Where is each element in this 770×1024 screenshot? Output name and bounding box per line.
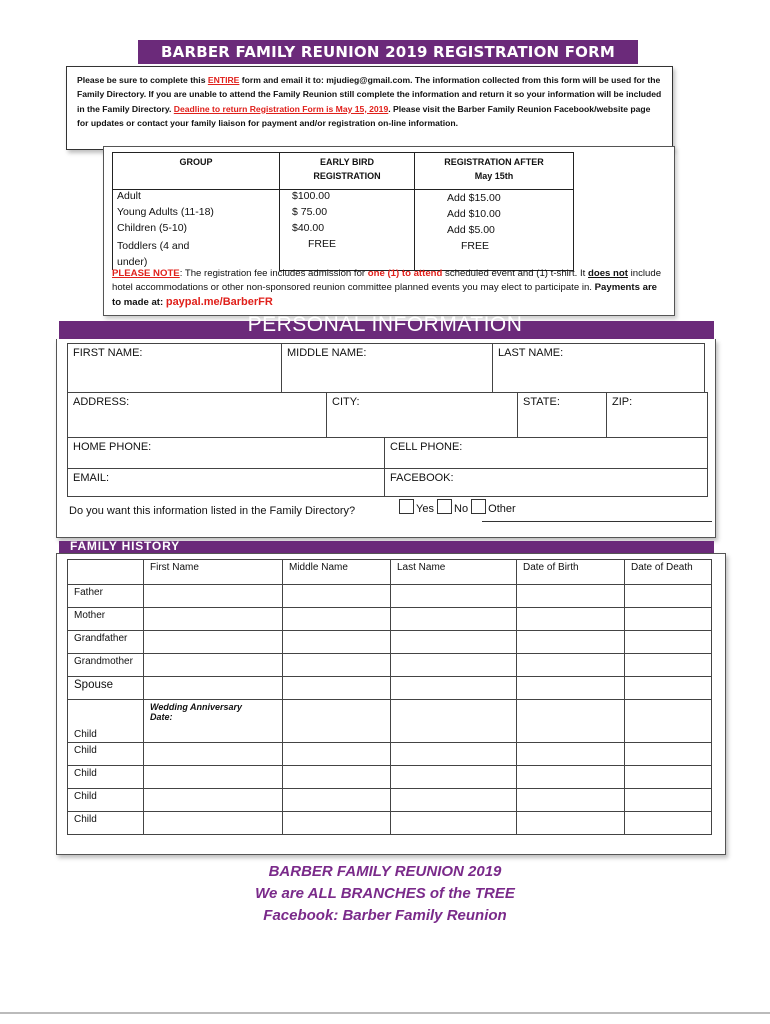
family-history-heading: FAMILY HISTORY [70,539,180,553]
last-name-field[interactable]: LAST NAME: [492,343,705,393]
fee-group-cell: Adult Young Adults (11-18) Children (5-10) Toddlers (4 and under) [113,190,280,271]
zip-field[interactable]: ZIP: [606,392,708,438]
table-row: Child [68,789,712,812]
form-title: BARBER FAMILY REUNION 2019 REGISTRATION FORM [138,40,638,64]
instructions-box [66,66,673,150]
col-first-name: First Name [144,560,283,585]
entire-emphasis: ENTIRE [207,75,240,85]
footer-line-1: BARBER FAMILY REUNION 2019 [268,863,502,880]
table-row: Child [68,812,712,835]
fee-after-cell: Add $15.00 Add $10.00 Add $5.00 FREE [415,190,574,271]
intro-part-1: Please be sure to complete this [77,75,208,85]
directory-options [399,499,516,515]
footer-line-2: We are ALL BRANCHES of the TREE [255,885,515,902]
home-phone-field[interactable]: HOME PHONE: [67,437,385,469]
family-header-row [68,560,712,585]
personal-info-heading: PERSONAL INFORMATION [247,313,523,336]
intro-part-3: . Please visit the Barber Family Reunion Facebook/website page for updates or contact your family liaison for payment and/or registration on-line information. [77,103,651,128]
personal-info-box [56,339,716,538]
middle-name-field[interactable]: MIDDLE NAME: [281,343,493,393]
table-row: Child Wedding Anniversary Date: [68,700,712,743]
other-label: Other [488,503,516,515]
yes-label: Yes [416,503,434,515]
yes-checkbox[interactable] [399,499,414,514]
address-field[interactable]: ADDRESS: [67,392,327,438]
family-history-box [56,553,726,855]
table-row: Grandfather [68,631,712,654]
table-row: Grandmother [68,654,712,677]
facebook-field[interactable]: FACEBOOK: [384,468,708,497]
page-edge [0,1012,770,1014]
fees-header-after: REGISTRATION AFTER May 15th [415,153,574,190]
fees-box [103,146,675,316]
instructions-text [77,73,662,130]
state-field[interactable]: STATE: [517,392,607,438]
fees-header-group: GROUP [113,153,280,190]
footer-line-3: Facebook: Barber Family Reunion [263,907,507,924]
fee-note: PLEASE NOTE: The registration fee includes admission for one (1) to attend scheduled event and (1) t-shirt. It does not include hotel accommodations or other non-sponsored reunion committee planned events you may elect to participate in. Payments are to made at: paypal.me/BarberFR [112,268,662,308]
fees-header-early: EARLY BIRD REGISTRATION [280,153,415,190]
table-row: Father [68,585,712,608]
no-label: No [454,503,469,515]
deadline-text: Deadline to return Registration Form is May 15, 2019 [173,103,389,114]
directory-question: Do you want this information listed in the Family Directory? [69,505,356,517]
table-row: Spouse [68,677,712,700]
city-field[interactable]: CITY: [326,392,518,438]
cell-phone-field[interactable]: CELL PHONE: [384,437,708,469]
family-history-table [67,559,712,835]
intro-part-2: form and email it to: mjudieg@gmail.com. The information collected from this form will be used for the Family Directory. If you are unable to attend the Family Reunion still complete the information and return it so your information will be included in the Family Directory. [77,75,662,114]
first-name-field[interactable]: FIRST NAME: [67,343,282,393]
fees-table [112,152,574,271]
fee-early-cell: $100.00 $ 75.00 $40.00 FREE [280,190,415,271]
wedding-anniversary-label[interactable]: Wedding Anniversary Date: [144,700,283,743]
table-row: Mother [68,608,712,631]
other-line [482,521,712,522]
no-checkbox[interactable] [437,499,452,514]
other-checkbox[interactable] [471,499,486,514]
table-row: Child [68,743,712,766]
col-date-of-death: Date of Death [625,560,712,585]
col-date-of-birth: Date of Birth [517,560,625,585]
fee-row [113,190,574,271]
col-last-name: Last Name [391,560,517,585]
table-row: Child [68,766,712,789]
col-middle-name: Middle Name [283,560,391,585]
email-field[interactable]: EMAIL: [67,468,385,497]
